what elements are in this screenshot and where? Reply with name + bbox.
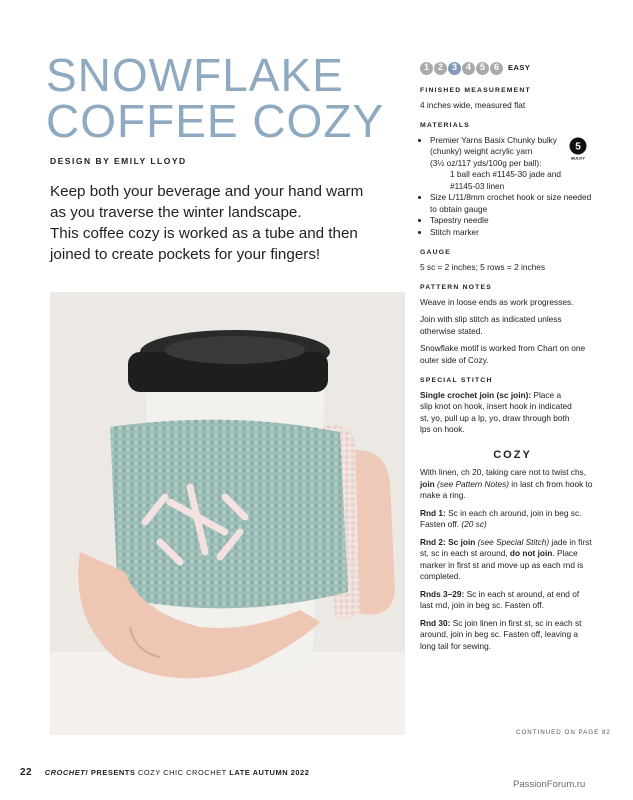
- title-line-2: COFFEE COZY: [46, 95, 385, 147]
- cozy-line: make a ring.: [420, 490, 466, 500]
- special-heading: SPECIAL STITCH: [420, 377, 493, 384]
- coffee-cozy-photo: [50, 292, 405, 735]
- intro-line: Keep both your beverage and your hand warm: [50, 183, 364, 200]
- note-line: otherwise stated.: [420, 325, 483, 336]
- skill-level-3: 3: [448, 62, 461, 75]
- round-label: Rnds 3–29:: [420, 588, 465, 599]
- round-line: . Place: [552, 548, 578, 558]
- title-line-1: SNOWFLAKE: [46, 49, 344, 101]
- skill-level-4: 4: [462, 62, 475, 75]
- materials-line: (chunky) weight acrylic yarn: [430, 146, 533, 156]
- special-line: Place a: [531, 389, 562, 400]
- yarn-weight-icon: [568, 137, 588, 161]
- materials-line: to obtain gauge: [430, 203, 488, 214]
- note-line: outer side of Cozy.: [420, 354, 489, 365]
- round-line: st, sc in each st around,: [420, 548, 508, 558]
- finished-text: 4 inches wide, measured flat: [420, 99, 526, 110]
- cozy-line: With linen, ch 20, taking care not to twist chs,: [420, 467, 587, 477]
- note-2: [420, 314, 605, 337]
- page-title: [46, 49, 386, 147]
- round-line: around, join in beg sc. Fasten off, leaving a: [420, 629, 579, 639]
- cozy-intro: [420, 467, 605, 502]
- skill-level-label: EASY: [508, 63, 531, 73]
- pattern-details: [420, 60, 605, 658]
- page-number: 22: [20, 767, 33, 778]
- cozy-line: in last ch from hook to: [509, 478, 593, 489]
- yarn-weight-label: BULKY: [571, 155, 585, 161]
- intro-line: This coffee cozy is worked as a tube and then: [50, 225, 358, 242]
- do-not-join: do not join: [507, 548, 553, 558]
- materials-line: #1145-03 linen: [450, 180, 505, 191]
- cozy-join: join: [420, 478, 435, 489]
- rounds-3-29: [420, 589, 605, 612]
- round-2: [420, 537, 605, 583]
- yarn-weight-number: 5: [575, 141, 581, 153]
- round-label: Rnd 30:: [420, 617, 451, 628]
- round-1: [420, 508, 605, 531]
- round-line: marker in first st and move up as each rnd is: [420, 559, 584, 570]
- round-line: last rnd, join in beg sc. Fasten off.: [420, 600, 544, 610]
- round-line: Sc in each st around, at end of: [464, 588, 580, 599]
- footer-brand: CROCHET!: [44, 768, 89, 777]
- finished-heading: FINISHED MEASUREMENT: [420, 87, 531, 94]
- designer-byline: DESIGN BY EMILY LLOYD: [50, 156, 187, 166]
- note-1: Weave in loose ends as work progresses.: [420, 296, 574, 307]
- round-label: Rnd 1:: [420, 507, 446, 518]
- round-line: completed.: [420, 571, 461, 581]
- skill-level-5: 5: [476, 62, 489, 75]
- intro-text: [50, 181, 380, 265]
- list-item: • Tapestry needle: [430, 215, 605, 227]
- round-line: jade in first: [549, 536, 592, 547]
- gauge-text: 5 sc = 2 inches; 5 rows = 2 inches: [420, 261, 545, 272]
- knit-cozy: [110, 420, 348, 609]
- skill-level-2: 2: [434, 62, 447, 75]
- skill-level: [420, 60, 605, 76]
- special-line: lps on hook.: [420, 424, 465, 434]
- round-30: [420, 618, 605, 653]
- footer-publication: COZY CHIC CROCHET: [135, 768, 227, 777]
- note-3: [420, 343, 605, 366]
- materials-line: 1 ball each #1145-30 jade and: [450, 169, 562, 179]
- materials-line: • Size L/11/8mm crochet hook or size needed: [430, 192, 592, 202]
- special-stitch-name: Single crochet join (sc join):: [420, 389, 532, 400]
- round-label: Rnd 2: Sc join: [420, 536, 476, 547]
- page-footer: [20, 767, 309, 778]
- note-line: Snowflake motif is worked from Chart on one: [420, 343, 586, 353]
- materials-heading: MATERIALS: [420, 122, 470, 129]
- skill-level-1: 1: [420, 62, 433, 75]
- materials-line: • Premier Yarns Basix Chunky bulky: [430, 134, 557, 145]
- footer-issue: LATE AUTUMN 2022: [226, 768, 310, 777]
- round-line: Fasten off.: [420, 519, 460, 529]
- round-line: Sc in each ch around, join in beg sc.: [445, 507, 582, 518]
- cozy-heading: COZY: [493, 448, 532, 461]
- gauge-heading: GAUGE: [420, 249, 451, 256]
- special-line: slip knot on hook, insert hook in indicated: [420, 401, 572, 411]
- materials-line: (3½ oz/117 yds/100g per ball):: [430, 157, 542, 168]
- list-item: [430, 192, 605, 215]
- photo-illustration: [50, 292, 405, 735]
- cozy-notes-ref: (see Pattern Notes): [434, 478, 509, 489]
- continued-note: CONTINUED ON PAGE 82: [516, 729, 611, 736]
- notes-heading: PATTERN NOTES: [420, 284, 492, 291]
- intro-line: as you traverse the winter landscape.: [50, 204, 302, 221]
- special-stitch-text: [420, 390, 605, 436]
- special-line: st, yo, pull up a lp, yo, draw through both: [420, 412, 570, 423]
- note-line: Join with slip stitch as indicated unless: [420, 314, 562, 324]
- intro-line: joined to create pockets for your fingers!: [50, 246, 321, 263]
- special-ref: (see Special Stitch): [475, 536, 550, 547]
- watermark: PassionForum.ru: [513, 779, 586, 790]
- round-line: long tail for sewing.: [420, 640, 492, 651]
- list-item: • Stitch marker: [430, 227, 605, 239]
- footer-presents: PRESENTS: [88, 768, 136, 777]
- stitch-count: (20 sc): [459, 519, 487, 529]
- round-line: Sc join linen in first st, sc in each st: [450, 617, 582, 628]
- skill-level-6: 6: [490, 62, 503, 75]
